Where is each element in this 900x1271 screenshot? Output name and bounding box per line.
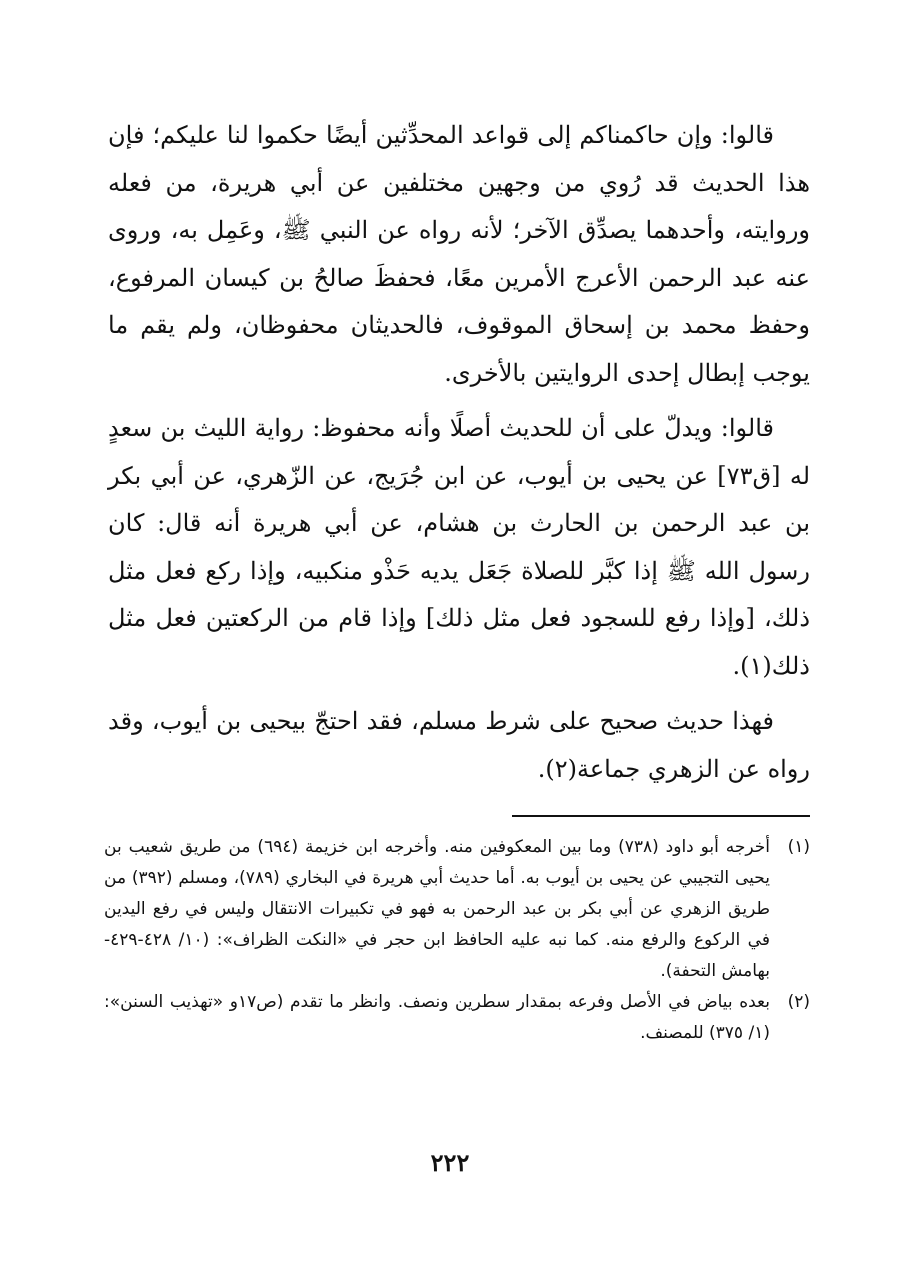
footnote-1-number: (١) (787, 837, 810, 857)
main-text (108, 112, 810, 801)
footnote-1 (104, 832, 810, 987)
footnote-2-number: (٢) (787, 992, 810, 1012)
footnotes (104, 832, 810, 1049)
footnote-separator (512, 815, 810, 817)
footnote-2-text: بعده بياض في الأصل وفرعه بمقدار سطرين ونصف. وانظر ما تقدم (ص١٧و «تهذيب السنن»: (١/ ٣٧٥) للمصنف. (104, 992, 770, 1043)
page-number: ٢٢٢ (430, 1148, 470, 1177)
footnote-1-text: أخرجه أبو داود (٧٣٨) وما بين المعكوفين منه. وأخرجه ابن خزيمة (٦٩٤) من طريق شعيب بن يحيى التجيبي عن يحيى بن أيوب به. أما حديث أبي هريرة في البخاري (٧٨٩)، ومسلم (٣٩٢) من طريق الزهري عن أبي بكر بن عبد الرحمن به فهو في تكبيرات الانتقال وليس في رفع اليدين في الركوع والرفع منه. كما نبه عليه الحافظ ابن حجر في «النكت الظراف»: (١٠/ ٤٢٨-٤٢٩- بهامش التحفة). (104, 837, 771, 981)
paragraph-3: فهذا حديث صحيح على شرط مسلم، فقد احتجّ بيحيى بن أيوب، وقد رواه عن الزهري جماعة(٢). (108, 707, 810, 783)
footnote-2 (104, 987, 810, 1049)
paragraph-2: قالوا: ويدلّ على أن للحديث أصلًا وأنه محفوظ: رواية الليث بن سعدٍ له [ق٧٣] عن يحيى بن أيوب، عن ابن جُرَيج، عن الزّهري، عن أبي بكر بن عبد الرحمن بن الحارث بن هشام، عن أبي هريرة أنه قال: كان رسول الله ﷺ إذا كبَّر للصلاة جَعَل يديه حَذْو منكبيه، وإذا ركع فعل مثل ذلك، [وإذا رفع للسجود فعل مثل ذلك] وإذا قام من الركعتين فعل مثل ذلك(١). (108, 414, 811, 680)
paragraph-1: قالوا: وإن حاكمناكم إلى قواعد المحدِّثين أيضًا حكموا لنا عليكم؛ فإن هذا الحديث قد رُوي من وجهين مختلفين عن أبي هريرة، من فعله وروايته، وأحدهما يصدِّق الآخر؛ لأنه رواه عن النبي ﷺ، وعَمِل به، وروى عنه عبد الرحمن الأعرج الأمرين معًا، فحفظَ صالحُ بن كيسان المرفوع، وحفظ محمد بن إسحاق الموقوف، فالحديثان محفوظان، ولم يقم ما يوجب إبطال إحدى الروايتين بالأخرى. (108, 121, 810, 387)
